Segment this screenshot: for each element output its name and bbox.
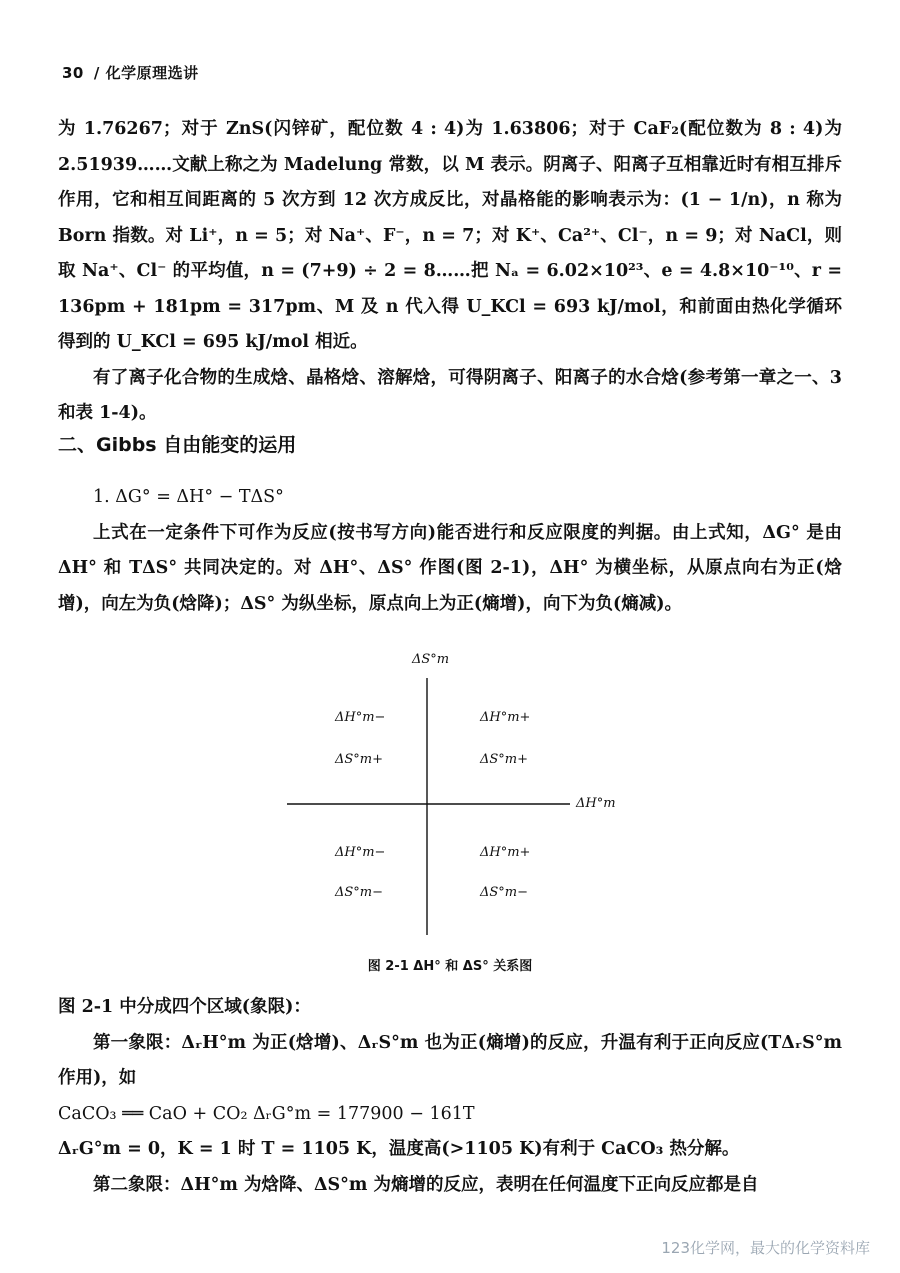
text-block-intro	[58, 480, 842, 622]
running-head	[62, 62, 199, 83]
paragraph-quadrant-1: 第一象限：ΔᵣH°m 为正(焓增)、ΔᵣS°m 也为正(熵增)的反应，升温有利于正向反应(TΔᵣS°m 作用)，如	[58, 1032, 842, 1088]
paragraph-caco3-decomposition: ΔᵣG°m = 0，K = 1 时 T = 1105 K，温度高(>1105 K)有利于 CaCO₃ 热分解。	[58, 1139, 740, 1159]
x-axis-label: ΔH°m	[576, 796, 616, 811]
page-number: 30	[62, 64, 84, 82]
y-axis-label: ΔS°m	[412, 652, 450, 667]
paragraph-madelung: 为 1.76267；对于 ZnS(闪锌矿，配位数 4 : 4)为 1.63806；对于 CaF₂(配位数为 8 : 4)为 2.51939……文献上称之为 Madelung 常数，以 M 表示。阴离子、阳离子互相靠近时有相互排斥作用，它和相互间距离的 5 次方到 12 次方成反比，对晶格能的影响表示为：(1 − 1/n)，n 称为 Born 指数。对 Li⁺，n = 5；对 Na⁺、F⁻，n = 7；对 K⁺、Ca²⁺、Cl⁻，n = 9；对 NaCl，则取 Na⁺、Cl⁻ 的平均值，n = (7+9) ÷ 2 = 8……把 Nₐ = 6.02×10²³、e = 4.8×10⁻¹⁰、r = 136pm + 181pm = 317pm、M 及 n 代入得 U_KCl = 693 kJ/mol，和前面由热化学循环得到的 U_KCl = 695 kJ/mol 相近。	[58, 119, 842, 352]
paragraph-quadrants: 图 2-1 中分成四个区域(象限)：	[58, 997, 311, 1017]
quadrant-diagram	[0, 640, 900, 980]
watermark: 123化学网，最大的化学资料库	[661, 1239, 870, 1257]
q4-enthalpy: ΔH°m+	[480, 845, 531, 860]
text-block-bottom	[58, 990, 842, 1203]
text-block-top	[58, 112, 842, 432]
running-title: / 化学原理选讲	[93, 64, 199, 82]
figure-2-1	[0, 640, 900, 980]
paragraph-quadrant-2: 第二象限：ΔH°m 为焓降、ΔS°m 为熵增的反应，表明在任何温度下正向反应都是自	[93, 1174, 759, 1195]
q4-entropy: ΔS°m−	[480, 885, 529, 900]
q2-entropy: ΔS°m+	[335, 752, 384, 767]
q3-enthalpy: ΔH°m−	[335, 845, 386, 860]
q1-entropy: ΔS°m+	[480, 752, 529, 767]
q1-enthalpy: ΔH°m+	[480, 710, 531, 725]
q2-enthalpy: ΔH°m−	[335, 710, 386, 725]
paragraph-hydration: 有了离子化合物的生成焓、晶格焓、溶解焓，可得阴离子、阳离子的水合焓(参考第一章之一、3 和表 1-4)。	[58, 367, 842, 423]
subsection-equation: 1. ΔG° = ΔH° − TΔS°	[93, 487, 284, 507]
paragraph-intro: 上式在一定条件下可作为反应(按书写方向)能否进行和反应限度的判据。由上式知，ΔG° 是由 ΔH° 和 TΔS° 共同决定的。对 ΔH°、ΔS° 作图(图 2-1)，ΔH° 为横坐标，从原点向右为正(焓增)，向左为负(焓降)；ΔS° 为纵坐标，原点向上为正(熵增)，向下为负(熵减)。	[58, 522, 842, 614]
equation-caco3: CaCO₃ ══ CaO + CO₂ ΔᵣG°m = 177900 − 161T	[58, 1103, 475, 1124]
figure-caption: 图 2-1 ΔH° 和 ΔS° 关系图	[367, 959, 533, 974]
q3-entropy: ΔS°m−	[335, 885, 384, 900]
section-heading: 二、Gibbs 自由能变的运用	[58, 434, 297, 456]
